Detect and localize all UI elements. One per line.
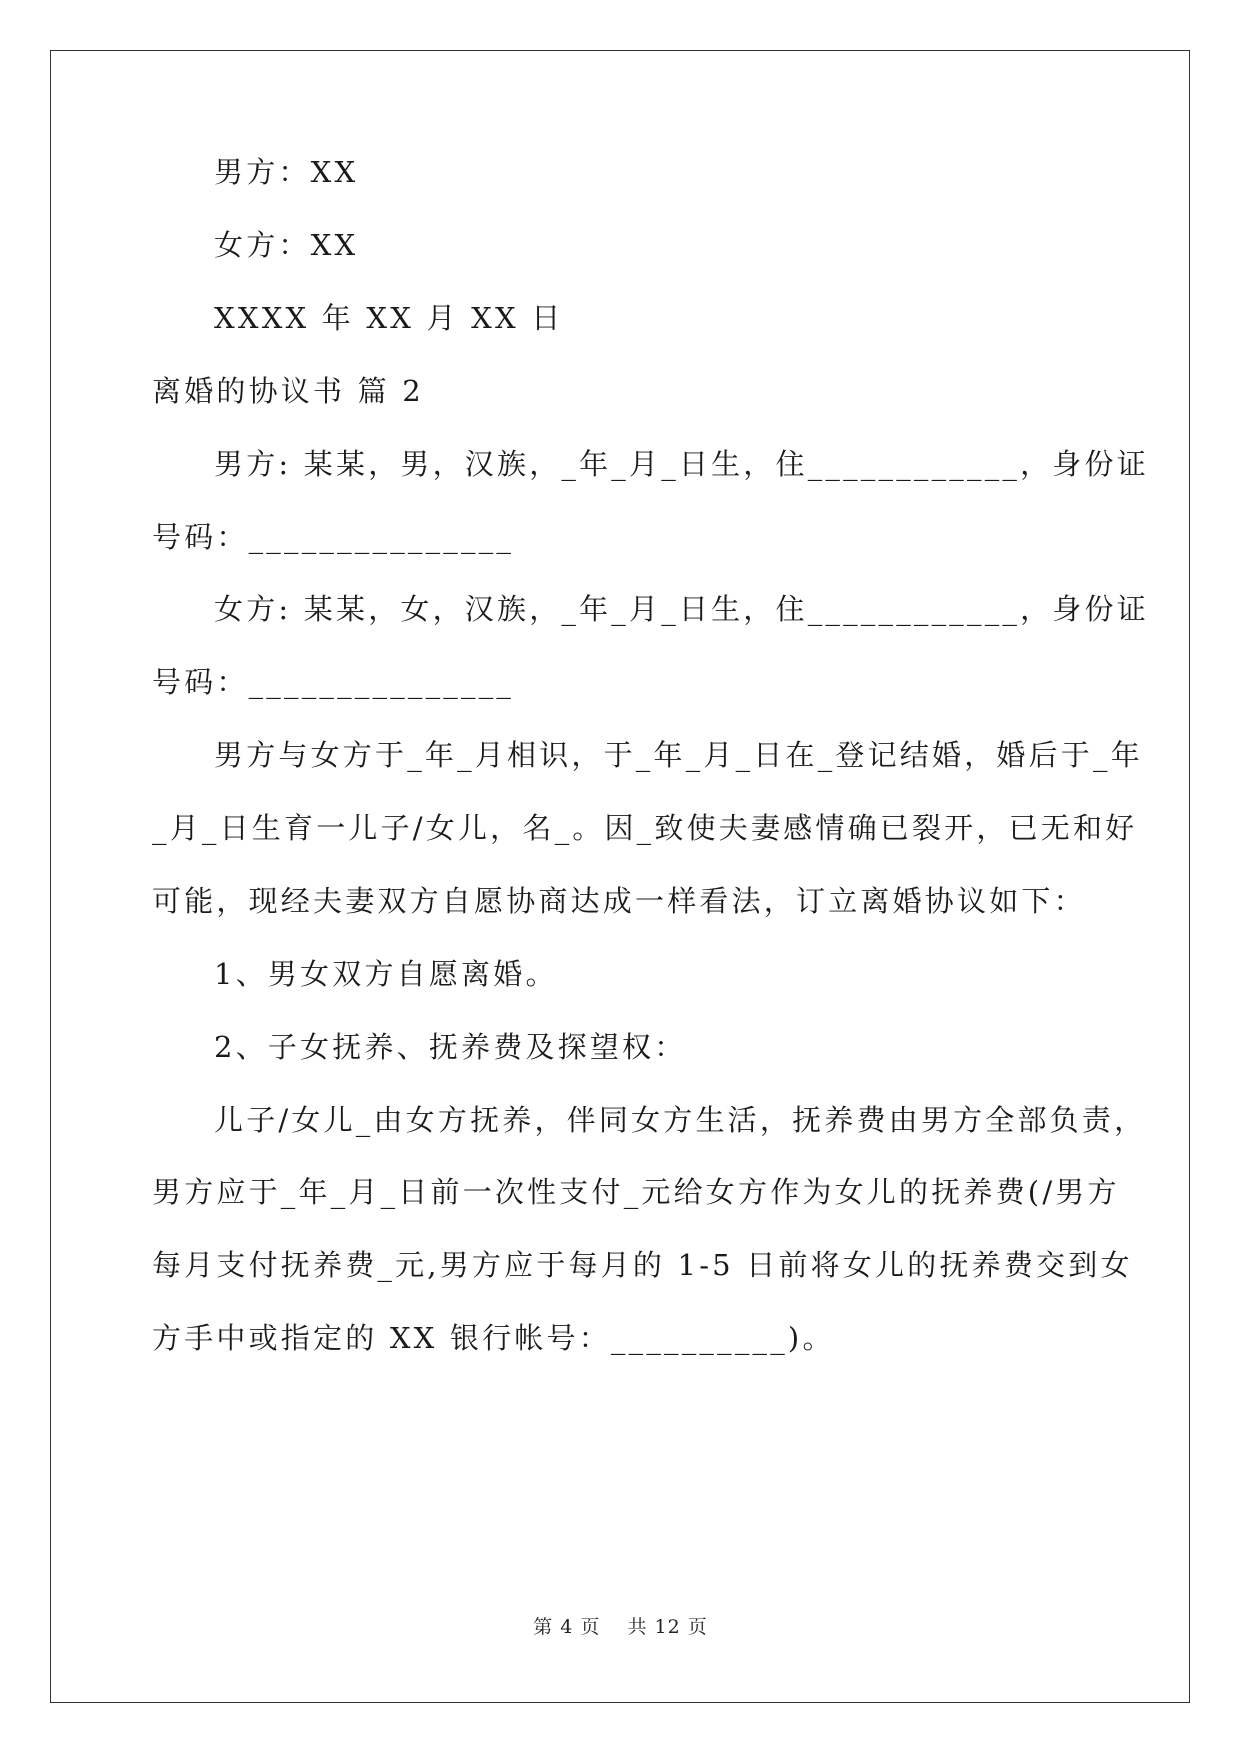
husband-name-line: 男方：XX — [214, 155, 359, 189]
husband-info-line: 男方: 某某，男，汉族，_年_月_日生，住____________，身份证 — [214, 447, 1149, 481]
paragraph-line: 男方应于_年_月_日前一次性支付_元给女方作为女儿的抚养费(/男方 — [152, 1175, 1120, 1209]
paragraph-line: 儿子/女儿_由女方抚养，伴同女方生活，抚养费由男方全部负责， — [214, 1103, 1147, 1137]
paragraph-line: 每月支付抚养费_元,男方应于每月的 1-5 日前将女儿的抚养费交到女 — [152, 1248, 1133, 1282]
clause-1: 1、男女双方自愿离婚。 — [214, 957, 558, 991]
paragraph-line: _月_日生育一儿子/女儿，名_。因_致使夫妻感情确已裂开，已无和好 — [152, 811, 1138, 845]
paragraph-line: 男方与女方于_年_月相识，于_年_月_日在_登记结婚，婚后于_年 — [214, 738, 1143, 772]
page-number: 第 4 页 共 12 页 — [533, 1616, 708, 1638]
clause-2-heading: 2、子女抚养、抚养费及探望权： — [214, 1030, 687, 1064]
paragraph-line: 方手中或指定的 XX 银行帐号：__________)。 — [152, 1321, 835, 1355]
wife-name-line: 女方：XX — [214, 228, 359, 262]
wife-info-line: 女方: 某某，女，汉族，_年_月_日生，住____________，身份证 — [214, 592, 1149, 626]
paragraph-line: 可能，现经夫妻双方自愿协商达成一样看法，订立离婚协议如下： — [152, 884, 1086, 918]
wife-id-line: 号码：_______________ — [152, 665, 515, 699]
date-line: XXXX 年 XX 月 XX 日 — [214, 301, 564, 335]
husband-id-line: 号码：_______________ — [152, 520, 515, 554]
section-title: 离婚的协议书 篇 2 — [152, 374, 424, 408]
